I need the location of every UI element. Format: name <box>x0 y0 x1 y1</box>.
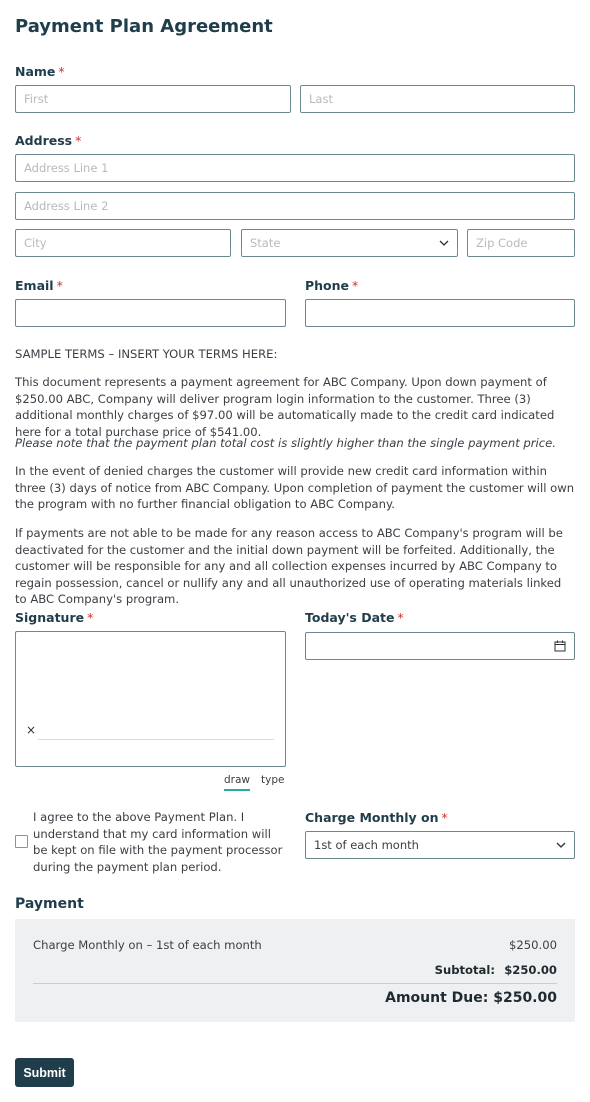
phone-label: Phone * <box>305 278 359 293</box>
signature-pad[interactable] <box>15 631 286 767</box>
city-input[interactable] <box>15 229 231 257</box>
terms-paragraph-2: In the event of denied charges the customer will provide new credit card information within three (3) days of notice from ABC Company. Upon completion of payment the customer will own the program with no further financial obligation to ABC Company. <box>15 464 575 511</box>
agree-checkbox[interactable] <box>15 835 28 848</box>
required-mark: * <box>441 810 448 825</box>
terms-note: Please note that the payment plan total cost is slightly higher than the single payment price. <box>15 436 556 450</box>
signature-line <box>38 739 274 740</box>
signature-x-mark: × <box>26 723 37 737</box>
agree-text: I agree to the above Payment Plan. I understand that my card information will be kept on file with the payment processor during the payment plan period. <box>33 810 283 874</box>
required-mark: * <box>87 610 94 625</box>
chevron-down-icon <box>556 840 566 850</box>
payment-divider <box>33 983 557 984</box>
required-mark: * <box>397 610 404 625</box>
charge-monthly-select[interactable] <box>305 831 575 859</box>
terms-paragraph-1: This document represents a payment agreement for ABC Company. Upon down payment of $250.00 ABC, Company will deliver program login information to the customer. Three (3) additional monthly charges of $97.00 will be automatically made to the credit card indicated here for a total purchase price of $541.00. <box>15 375 555 439</box>
amount-due: Amount Due: $250.00 <box>385 990 557 1006</box>
signature-label: Signature * <box>15 610 94 625</box>
required-mark: * <box>58 64 65 79</box>
payment-line-amount: $250.00 <box>509 938 557 952</box>
zip-code-input[interactable] <box>467 229 575 257</box>
required-mark: * <box>75 133 82 148</box>
first-name-input[interactable] <box>15 85 291 113</box>
address-line1-placeholder: Address Line 1 <box>24 161 109 175</box>
required-mark: * <box>352 278 359 293</box>
required-mark: * <box>56 278 63 293</box>
signature-draw-tab[interactable]: draw <box>224 774 250 791</box>
address-line2-placeholder: Address Line 2 <box>24 199 109 213</box>
phone-field[interactable] <box>305 299 575 327</box>
last-name-placeholder: Last <box>309 92 333 106</box>
email-field[interactable] <box>15 299 286 327</box>
city-placeholder: City <box>24 236 47 250</box>
payment-heading: Payment <box>15 896 84 912</box>
signature-type-tab[interactable]: type <box>261 774 285 786</box>
calendar-icon[interactable] <box>554 640 566 652</box>
subtotal-value: $250.00 <box>504 963 557 977</box>
date-input[interactable] <box>305 632 575 660</box>
address-line1-input[interactable] <box>15 154 575 182</box>
submit-button[interactable]: Submit <box>15 1058 74 1087</box>
terms-heading: SAMPLE TERMS – INSERT YOUR TERMS HERE: <box>15 347 278 361</box>
zip-code-placeholder: Zip Code <box>476 236 528 250</box>
address-line2-input[interactable] <box>15 192 575 220</box>
address-label: Address * <box>15 133 82 148</box>
state-select[interactable] <box>241 229 458 257</box>
page-title: Payment Plan Agreement <box>15 16 273 37</box>
terms-paragraph-3: If payments are not able to be made for any reason access to ABC Company's program will be deactivated for the customer and the initial down payment will be forfeited. Additionally, the customer will be responsible for any and all collection expenses incurred by ABC Company to regain possession, cancel or nullify any and all unauthorized use of operating materials linked to ABC Company's program. <box>15 526 563 606</box>
email-label: Email * <box>15 278 63 293</box>
charge-monthly-label: Charge Monthly on * <box>305 810 448 825</box>
state-placeholder: State <box>250 236 281 250</box>
name-label: Name * <box>15 64 65 79</box>
first-name-placeholder: First <box>24 92 49 106</box>
subtotal-label: Subtotal: <box>434 963 495 977</box>
date-label: Today's Date * <box>305 610 404 625</box>
last-name-input[interactable] <box>300 85 575 113</box>
payment-line-item: Charge Monthly on – 1st of each month <box>33 938 262 952</box>
charge-monthly-value: 1st of each month <box>314 838 419 852</box>
chevron-down-icon <box>439 238 449 248</box>
